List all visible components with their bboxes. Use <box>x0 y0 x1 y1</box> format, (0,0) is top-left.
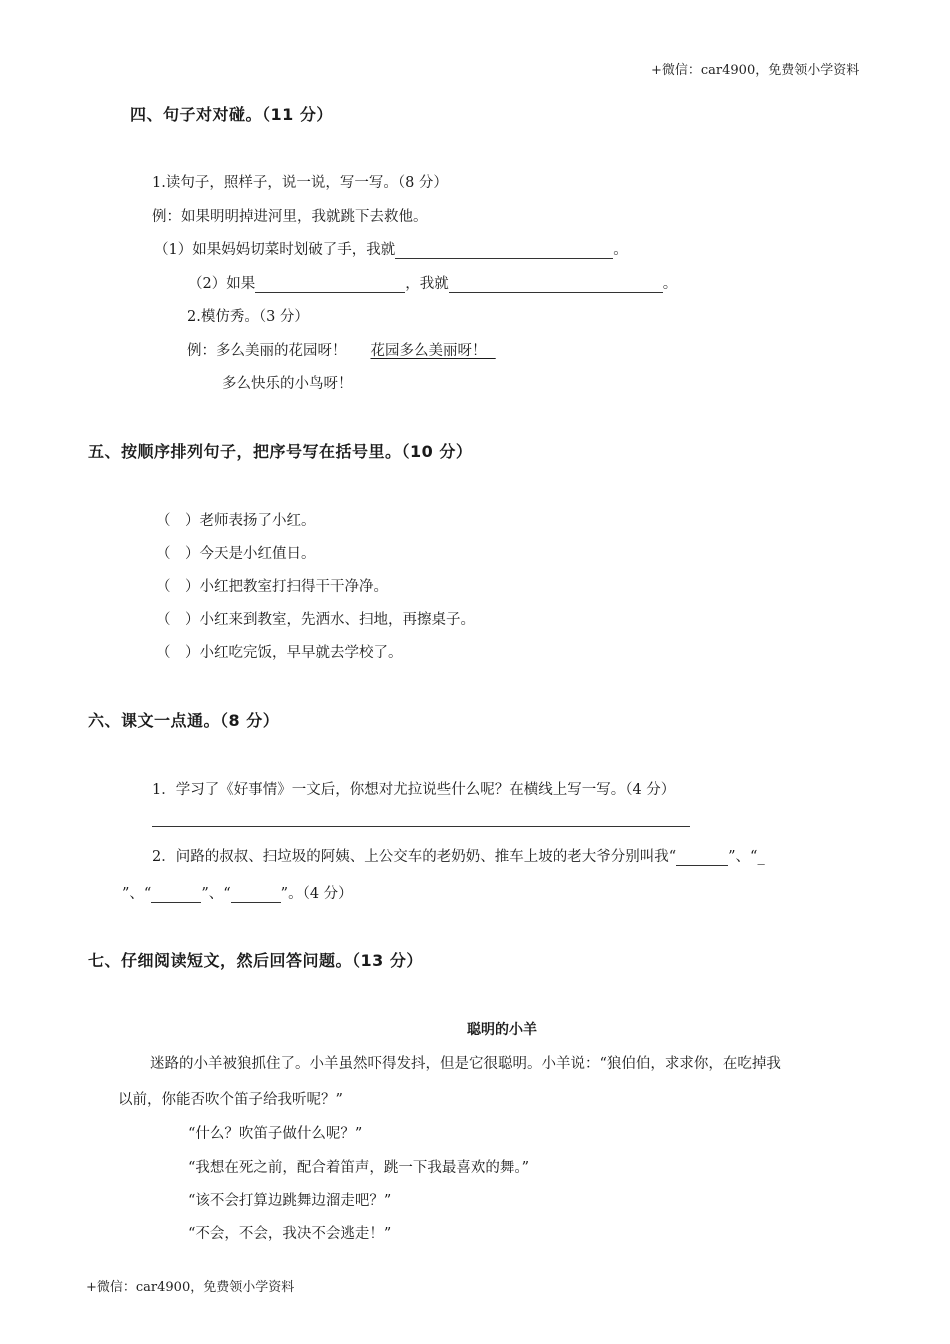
passage-title: 聪明的小羊 <box>467 1022 537 1038</box>
watermark-bottom: +微信：car4900，免费领小学资料 <box>86 1280 295 1295</box>
s4-item-2-prefix: （2）如果 <box>188 276 256 292</box>
section-5-heading: 五、按顺序排列句子，把序号写在括号里。（10 分） <box>88 442 473 461</box>
passage-line: 迷路的小羊被狼抓住了。小羊虽然吓得发抖，但是它很聪明。小羊说：“狼伯伯，求求你，在吃掉我 <box>150 1056 781 1072</box>
s4-question-2: 2.模仿秀。（3 分） <box>187 309 309 325</box>
s6-q2-blank-3[interactable] <box>151 888 201 903</box>
s4-item-1-suffix: 。 <box>613 242 628 258</box>
s4-q2-example-answer: 花园多么美丽呀！ <box>370 343 487 359</box>
section-6-heading: 六、课文一点通。（8 分） <box>88 711 280 730</box>
dialog-line: “什么？吹笛子做什么呢？” <box>188 1126 363 1142</box>
dialog-line: “不会，不会，我决不会逃走！” <box>188 1226 392 1242</box>
s5-item: （ ）今天是小红值日。 <box>156 546 316 562</box>
s4-example: 例：如果明明掉进河里，我就跳下去救他。 <box>152 209 428 225</box>
s4-question-1: 1.读句子，照样子，说一说，写一写。（8 分） <box>152 175 448 191</box>
s6-q2-text-d: ”、“ <box>201 886 231 902</box>
s4-item-2-blank-2[interactable] <box>449 278 663 293</box>
s6-question-1: 1．学习了《好事情》一文后，你想对尤拉说些什么呢？在横线上写一写。（4 分） <box>152 782 676 798</box>
s6-question-2-line-2 <box>122 882 353 903</box>
s4-q2-example <box>187 339 496 360</box>
s5-item: （ ）小红吃完饭，早早就去学校了。 <box>156 645 403 661</box>
s6-question-2-line-1 <box>152 845 765 866</box>
s4-item-2-mid: ，我就 <box>405 276 449 292</box>
s5-item: （ ）老师表扬了小红。 <box>156 513 316 529</box>
section-7-heading: 七、仔细阅读短文，然后回答问题。（13 分） <box>88 951 423 970</box>
s4-item-2-suffix: 。 <box>662 276 678 292</box>
s4-q2-example-label: 例：多么美丽的花园呀！ <box>187 343 347 359</box>
s6-answer-line[interactable] <box>152 826 690 827</box>
s4-item-1 <box>154 238 628 259</box>
s4-q2-task: 多么快乐的小鸟呀！ <box>222 376 353 392</box>
s5-item: （ ）小红来到教室，先洒水、扫地，再擦桌子。 <box>156 612 475 628</box>
section-4-heading: 四、句子对对碰。（11 分） <box>130 105 333 124</box>
s6-q2-text-e: ”。（4 分） <box>280 886 353 902</box>
watermark-top: +微信：car4900，免费领小学资料 <box>651 63 860 78</box>
passage-line: 以前，你能否吹个笛子给我听呢？” <box>118 1092 343 1108</box>
s4-item-1-blank[interactable] <box>395 244 613 259</box>
s6-q2-text-a: 2．问路的叔叔、扫垃圾的阿姨、上公交车的老奶奶、推车上坡的老大爷分别叫我“ <box>152 849 677 865</box>
dialog-line: “该不会打算边跳舞边溜走吧？” <box>188 1193 392 1209</box>
s6-q2-text-c: ”、“ <box>122 886 152 902</box>
s6-q2-blank-4[interactable] <box>231 888 281 903</box>
s6-q2-blank-1[interactable] <box>676 851 728 866</box>
dialog-line: “我想在死之前，配合着笛声，跳一下我最喜欢的舞。” <box>188 1160 530 1176</box>
s4-item-1-prefix: （1）如果妈妈切菜时划破了手，我就 <box>154 242 396 258</box>
s4-item-2 <box>188 272 677 293</box>
s5-item: （ ）小红把教室打扫得干干净净。 <box>156 579 388 595</box>
s4-item-2-blank-1[interactable] <box>255 278 405 293</box>
s6-q2-text-b: ”、“_ <box>728 849 765 865</box>
